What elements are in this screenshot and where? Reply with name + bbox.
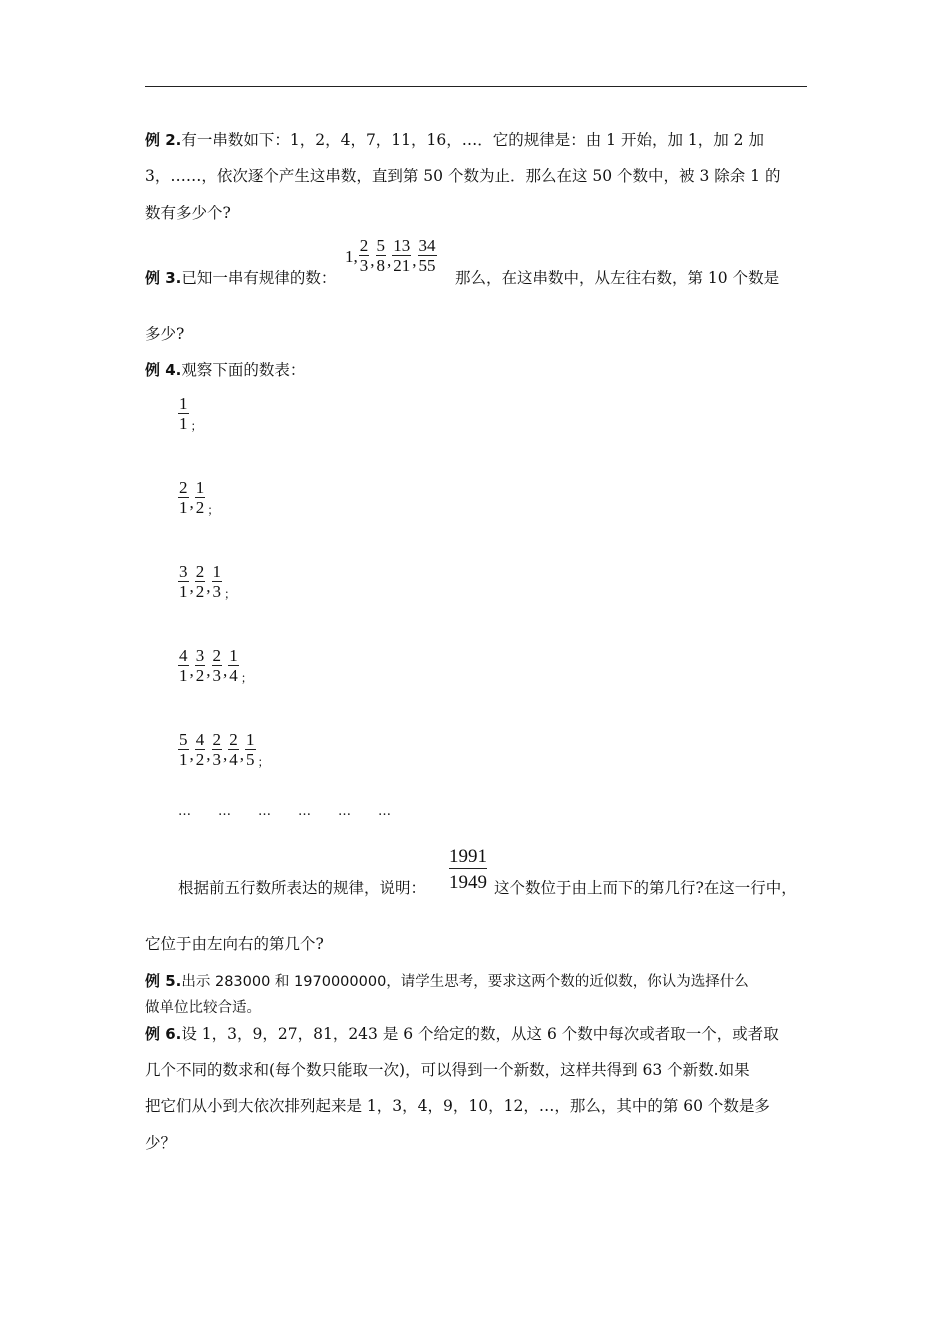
table-fraction: $\frac{4}{1}$ [179,646,188,685]
table-fraction: $\frac{1}{5}$ [246,730,255,769]
table-fraction: $\frac{3}{1}$ [179,562,188,601]
table-fraction: $\frac{2}{4}$ [229,730,238,769]
ex6-text-1: 设 1，3，9，27，81，243 是 6 个给定的数，从这 6 个数中每次或者取一个，或者取 [181,1025,779,1043]
big-fraction-denominator: 1949 [449,868,487,894]
ex6-line-3: 把它们从小到大依次排列起来是 1，3，4，9，10，12，…，那么，其中的第 60 个数是多 [145,1097,770,1115]
big-fraction-numerator: 1991 [449,846,487,867]
table-fraction: $\frac{1}{4}$ [229,646,238,685]
ex2-line-2: 3，……，依次逐个产生这串数，直到第 50 个数为止．那么在这 50 个数中，被 3 除余 1 的 [145,167,781,185]
ex4-label: 例 4. [145,361,182,379]
fraction-row-5: $\frac{5}{1}$ , $\frac{4}{2}$ , $\frac{2}{3}$ , $\frac{2}{4}$ , $\frac{1}{5}$ $_;$ [179,730,270,769]
table-fraction: $\frac{3}{2}$ [195,646,205,685]
table-fraction: $\frac{2}{3}$ [212,646,221,685]
ex3-fraction: $\frac{2}{3}$ [359,236,369,275]
ex3-label: 例 3. [145,269,182,287]
table-fraction: $\frac{1}{3}$ [212,562,221,601]
table-fraction: $\frac{1}{1}$ [179,394,188,433]
ex6-label: 例 6. [145,1025,182,1043]
ellipsis-row: … … … … … … [178,804,391,819]
ex3-sequence: 1, $\frac{2}{3}$ , $\frac{5}{8}$ , $\frac{13}{21}$ , $\frac{34}{55}$ [345,236,436,275]
fraction-row-1: $\frac{1}{1}$ $_;$ [179,394,203,433]
ex3-fraction: $\frac{5}{8}$ [376,236,385,275]
table-fraction: $\frac{2}{2}$ [195,562,205,601]
ex5-line-2: 做单位比较合适。 [145,1000,261,1016]
ex3-line-2: 多少? [145,325,185,343]
big-fraction [449,846,487,894]
ex3-suffix: 那么，在这串数中，从左往右数，第 10 个数是 [455,269,780,287]
ex3-fraction: $\frac{13}{21}$ [393,236,411,275]
ex5-line-1 [145,971,749,992]
ex4-intro: 观察下面的数表： [181,361,306,379]
table-fraction: $\frac{2}{1}$ [179,478,188,517]
fraction-row-3: $\frac{3}{1}$ , $\frac{2}{2}$ , $\frac{1}{3}$ $_;$ [179,562,237,601]
table-fraction: $\frac{5}{1}$ [179,730,188,769]
ex5-text-1: 出示 283000 和 1970000000，请学生思考，要求这两个数的近似数，你认为选择什么 [181,974,749,990]
ex4-line-1 [145,360,305,380]
table-fraction: $\frac{2}{3}$ [212,730,221,769]
ex2-label: 例 2. [145,131,182,149]
header-rule [145,86,807,87]
ex6-line-2: 几个不同的数求和(每个数只能取一次)，可以得到一个新数，这样共得到 63 个新数.如果 [145,1061,750,1079]
ex3-first: 1, [345,247,358,266]
ex2-line-3: 数有多少个? [145,204,231,222]
ex6-line-1 [145,1024,779,1044]
ex4-question-prefix: 根据前五行数所表达的规律，说明： [178,879,427,897]
ex5-label: 例 5. [145,972,182,990]
ex2-line-1 [145,130,764,150]
ex3-line-1 [145,268,336,288]
fraction-row-4: $\frac{4}{1}$ , $\frac{3}{2}$ , $\frac{2}{3}$ , $\frac{1}{4}$ $_;$ [179,646,253,685]
fraction-row-2: $\frac{2}{1}$ , $\frac{1}{2}$ $_;$ [179,478,220,517]
ex4-question-suffix: 这个数位于由上而下的第几行?在这一行中， [494,879,797,897]
ex4-question-line-2: 它位于由左向右的第几个? [145,935,324,953]
table-fraction: $\frac{1}{2}$ [195,478,205,517]
table-fraction: $\frac{4}{2}$ [195,730,205,769]
ex3-prefix: 已知一串有规律的数： [181,269,337,287]
ex3-fraction: $\frac{34}{55}$ [418,236,436,275]
ex6-line-4: 少？ [145,1134,177,1152]
ex2-text-1: 有一串数如下：1，2，4，7，11，16，…．它的规律是：由 1 开始，加 1，加 2 加 [181,131,764,149]
